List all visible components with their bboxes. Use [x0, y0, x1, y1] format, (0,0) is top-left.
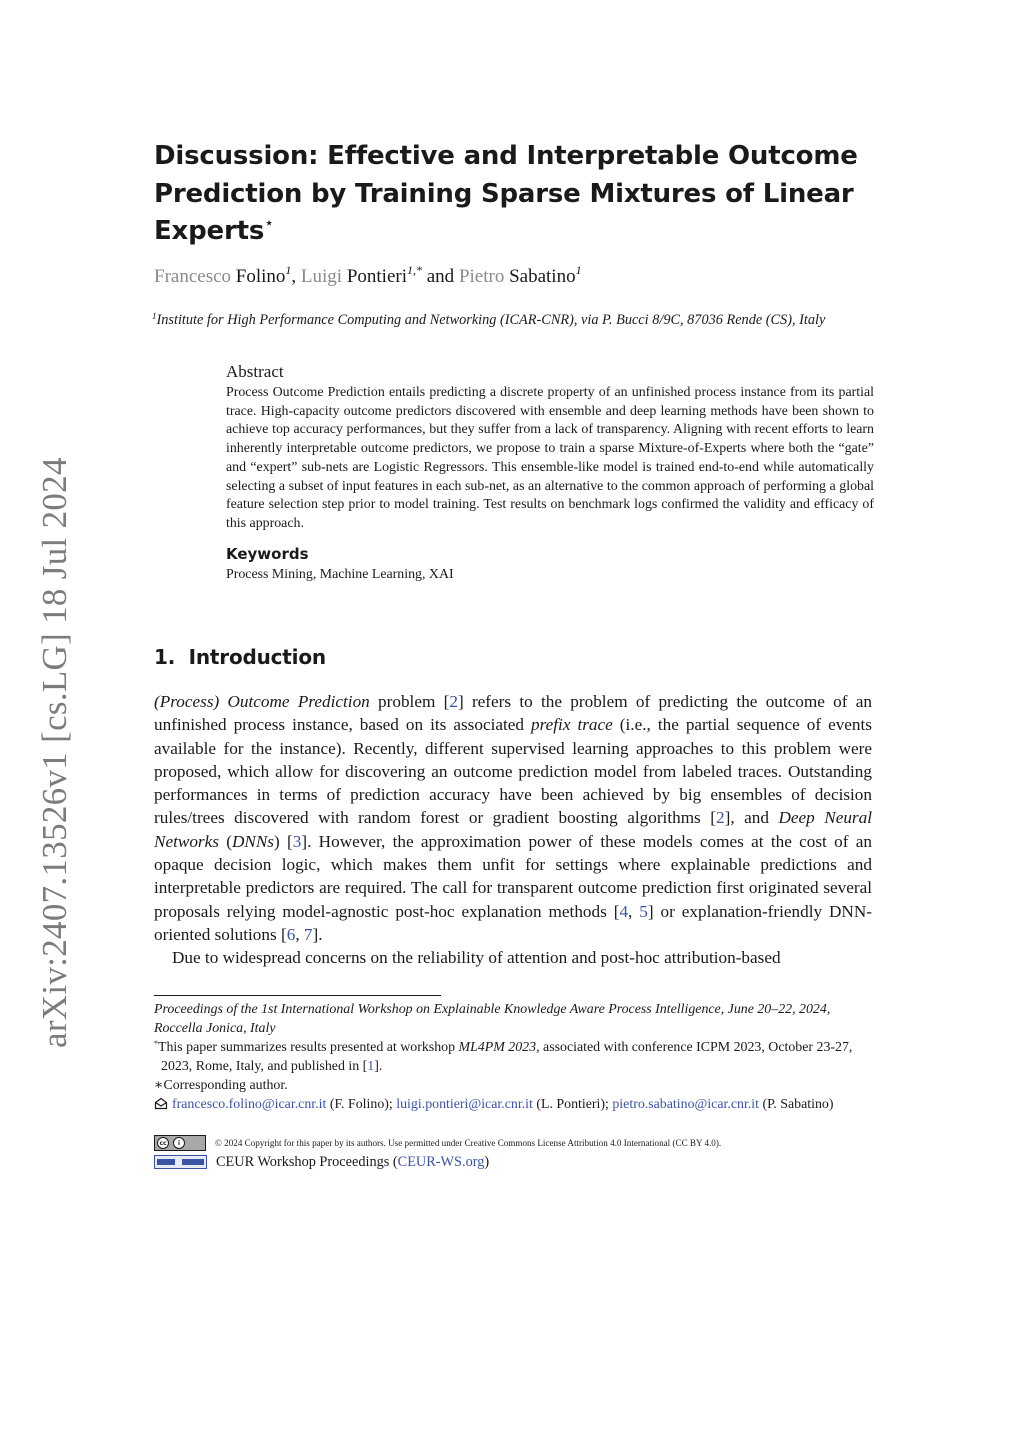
paper-title-text: Discussion: Effective and Interpretable Outcome Prediction by Training Sparse Mixtures of Linear Experts — [154, 141, 858, 246]
footnote-star: *This paper summarizes results presented at workshop ML4PM 2023, associated with conference ICPM 2023, October 23-27, 2023, Rome, Italy, and published in [1]. — [154, 1039, 853, 1074]
ceur-text: CEUR Workshop Proceedings (CEUR-WS.org) — [216, 1153, 490, 1170]
affiliation: $^1$Institute for High Performance Computing and Networking (ICAR-CNR), via P. Bucci 8/9C, 87036 Rende (CS), Italy — [152, 311, 826, 328]
footnote-corresponding-author: ∗Corresponding author. — [154, 1078, 288, 1093]
footnote-divider — [154, 995, 441, 996]
license-row — [154, 1134, 721, 1152]
ceur-row — [154, 1153, 489, 1171]
intro-paragraph-1: (Process) Outcome Prediction problem [2] refers to the problem of predicting the outcome of an unfinished process instance, based on its associated prefix trace (i.e., the partial sequence of events available for the instance). Recently, different supervised learning approaches to this problem were proposed, which allow for discovering an outcome prediction model from labeled traces. Outstanding performances in terms of prediction accuracy have been achieved by big ensembles of decision rules/trees discovered with random forest or gradient boosting algorithms [2], and Deep Neural Networks (DNNs) [3]. However, the approximation power of these models comes at the cost of an opaque decision logic, which makes them unfit for settings where explainable predictions and interpretable predictors are required. The call for transparent outcome prediction first originated several proposals relying model-agnostic post-hoc explanation methods [4, 5] or explanation-friendly DNN-oriented solutions [6, 7]. — [154, 692, 872, 944]
cc-by-icon: cc i — [154, 1135, 206, 1151]
email-link[interactable]: luigi.pontieri@icar.cnr.it — [396, 1097, 533, 1112]
citation-link[interactable]: 3 — [292, 831, 302, 851]
arxiv-identifier-stamp: arXiv:2407.13526v1 [cs.LG] 18 Jul 2024 — [35, 457, 74, 1048]
envelope-icon — [154, 1097, 168, 1117]
introduction-body — [154, 690, 872, 970]
footnote-emails: francesco.folino@icar.cnr.it (F. Folino); luigi.pontieri@icar.cnr.it (L. Pontieri); pietro.sabatino@icar.cnr.it (P. Sabatino) — [154, 1096, 872, 1117]
citation-link[interactable]: 6 — [286, 924, 296, 944]
section-heading-introduction: 1. Introduction — [154, 645, 326, 669]
citation-link[interactable]: 1 — [367, 1058, 375, 1074]
citation-link[interactable]: 4 — [619, 901, 629, 921]
email-link[interactable]: pietro.sabatino@icar.cnr.it — [612, 1097, 759, 1112]
citation-link[interactable]: 5 — [639, 901, 648, 921]
citation-link[interactable]: 2 — [716, 808, 725, 828]
abstract-text: Process Outcome Prediction entails predicting a discrete property of an unfinished process instance from its partial trace. High-capacity outcome predictors discovered with ensemble and deep learning methods have been shown to achieve top accuracy performances, but they suffer from a lack of transparency. Aligning with recent efforts to learn inherently interpretable outcome predictors, we propose to train a sparse Mixture-of-Experts where both the “gate” and “expert” sub-nets are Logistic Regressors. This ensemble-like model is trained end-to-end while automatically selecting a subset of input features in each sub-net, as an alternative to the common approach of performing a global feature selection step prior to model training. Test results on benchmark logs confirmed the validity and efficacy of this approach. — [226, 385, 874, 531]
citation-link[interactable]: 7 — [303, 924, 313, 944]
footnote-proceedings: Proceedings of the 1st International Workshop on Explainable Knowledge Aware Process Intelligence, June 20–22, 2024, Roccella Jonica, Italy — [154, 1002, 831, 1036]
author-3: Pietro Sabatino$^1$ — [458, 263, 582, 287]
title-footnote-mark: ⋆ — [264, 213, 274, 232]
keywords-text: Process Mining, Machine Learning, XAI — [226, 567, 454, 582]
abstract-heading: Abstract — [226, 362, 284, 381]
author-list — [154, 263, 582, 288]
ceur-link[interactable]: CEUR-WS.org — [397, 1153, 485, 1170]
email-link[interactable]: francesco.folino@icar.cnr.it — [172, 1097, 327, 1112]
intro-paragraph-2: Due to widespread concerns on the reliability of attention and post-hoc attribution-based — [172, 948, 781, 968]
author-1: Francesco Folino$^1$, — [154, 263, 301, 287]
author-2: Luigi Pontieri$^{1,*}$ and — [300, 263, 459, 287]
license-text: © 2024 Copyright for this paper by its authors. Use permitted under Creative Commons License Attribution 4.0 International (CC BY 4.0). — [215, 1138, 722, 1148]
paper-title — [154, 138, 874, 251]
keywords-heading: Keywords — [226, 545, 309, 563]
ceur-logo-icon — [154, 1155, 207, 1169]
citation-link[interactable]: 2 — [449, 692, 458, 711]
